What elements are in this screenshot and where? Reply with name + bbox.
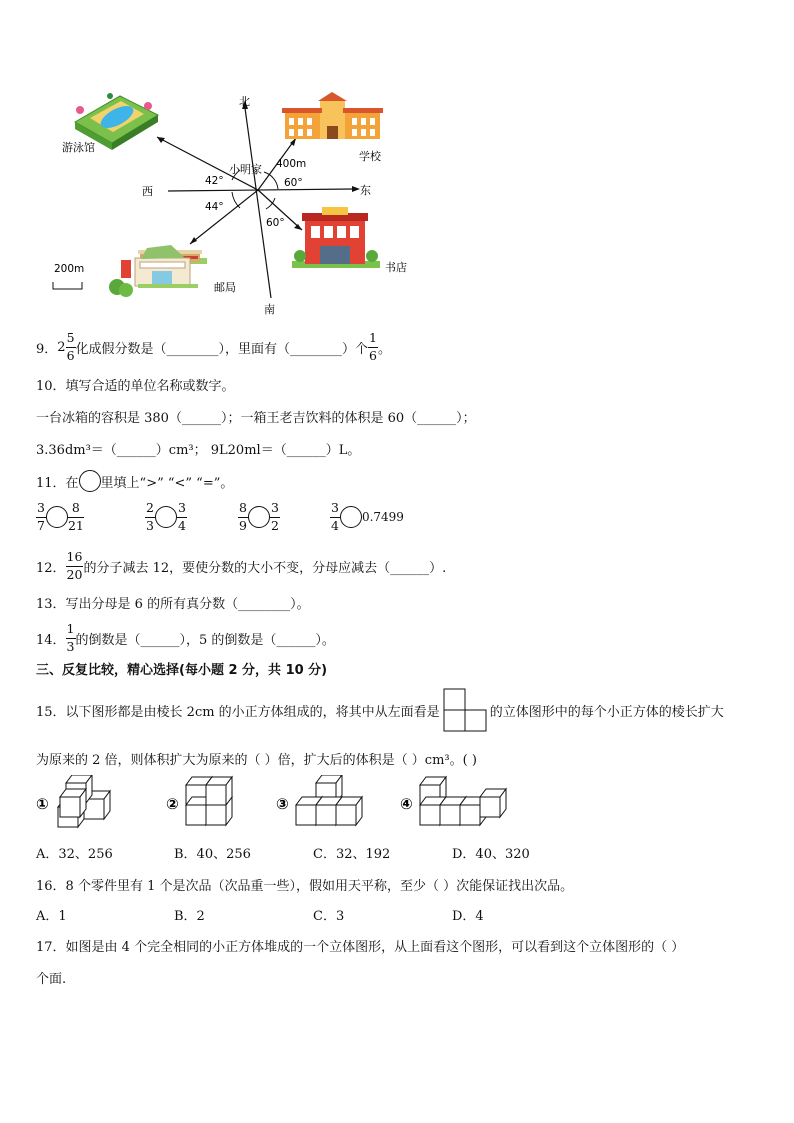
q11-item-3: $\frac{8}{9}$ $\frac{3}{2}$ — [239, 500, 279, 533]
q14-fraction: $\frac{1}{3}$ — [66, 621, 75, 654]
postoffice-image — [109, 245, 207, 297]
answer-circle[interactable] — [340, 506, 362, 528]
map-postoffice-label: 邮局 — [214, 281, 236, 294]
q11-title: 11．在 里填上“>” “<” “=”。 — [36, 470, 233, 492]
figure-1 — [58, 775, 110, 827]
map-south-label: 南 — [264, 303, 275, 316]
bookstore-image — [292, 207, 380, 268]
question-13: 13．写出分母是 6 的所有真分数（________）。 — [36, 597, 310, 612]
q11-item-1: $\frac{3}{7}$ $\frac{8}{21}$ — [37, 500, 84, 533]
question-17-line2: 个面. — [36, 972, 67, 987]
q16-option-a[interactable]: A．1 — [36, 909, 67, 924]
q15-line2: 为原来的 2 倍，则体积扩大为原来的（ ）倍，扩大后的体积是（ ）cm³。( ) — [36, 753, 477, 768]
q11-items — [36, 502, 776, 542]
compare-circle-icon — [79, 470, 101, 492]
q16-option-d[interactable]: D．4 — [452, 909, 484, 924]
map-angle-nw: 42° — [205, 175, 224, 187]
section-3-heading: 三、反复比较，精心选择(每小题 2 分，共 10 分) — [36, 663, 328, 678]
map-school-label: 学校 — [359, 150, 381, 163]
question-9 — [36, 327, 391, 367]
answer-circle[interactable] — [46, 506, 68, 528]
answer-circle[interactable] — [248, 506, 270, 528]
figure-3 — [296, 775, 362, 825]
map-angle-se: 60° — [266, 217, 285, 229]
map-angle-sw: 44° — [205, 201, 224, 213]
map-north-label: 北 — [239, 95, 250, 108]
question-14: 14． $\frac{1}{3}$ 的倒数是（______），5 的倒数是（______）。 — [36, 621, 335, 654]
question-12: 12． $\frac{16}{20}$ 的分子减去 12，要使分数的大小不变，分母应减去（______）. — [36, 549, 447, 582]
q11-item-2: $\frac{2}{3}$ $\frac{3}{4}$ — [146, 500, 186, 533]
map-bookstore-label: 书店 — [385, 261, 407, 274]
q15-line1: 15．以下图形都是由棱长 2cm 的小正方体组成的，将其中从左面看是 的立体图形中的每个小正方体的棱长扩大 — [36, 687, 724, 733]
figure-2-label: ② — [166, 795, 179, 813]
q16-option-c[interactable]: C．3 — [313, 909, 345, 924]
q10-title: 10．填写合适的单位名称或数字。 — [36, 379, 235, 394]
q10-line3: 3.36dm³＝（______）cm³； 9L20ml＝（______）L。 — [36, 443, 361, 458]
map-home-label: 小明家 — [229, 163, 262, 176]
figure-2 — [186, 777, 232, 825]
q9-whole: 2 — [57, 339, 66, 355]
question-16: 16．8 个零件里有 1 个是次品（次品重一些），假如用天平称，至少（ ）次能保证找出次品。 — [36, 879, 574, 894]
q15-option-b[interactable]: B．40、256 — [174, 847, 251, 862]
cube-figures — [36, 775, 516, 833]
figure-4 — [420, 777, 506, 825]
figure-1-label: ① — [36, 795, 49, 813]
q15-option-c[interactable]: C．32、192 — [313, 847, 391, 862]
question-17-line1: 17．如图是由 4 个完全相同的小正方体堆成的一个立体图形，从上面看这个图形，可以看到这个立体图形的（ ） — [36, 940, 685, 955]
figure-3-label: ③ — [276, 795, 289, 813]
map-east-label: 东 — [360, 184, 371, 197]
left-view-figure — [443, 688, 487, 732]
q9-text: 化成假分数是（________），里面有（________）个 — [75, 341, 369, 357]
q11-item-4: $\frac{3}{4}$ 0.7499 — [331, 500, 404, 533]
school-image — [282, 92, 383, 139]
q9-end: 。 — [377, 341, 391, 357]
map-pool-label: 游泳馆 — [62, 141, 95, 154]
q12-fraction: $\frac{16}{20}$ — [66, 549, 83, 582]
q9-fraction: $\frac{5}{6}$ — [66, 330, 75, 363]
q15-option-a[interactable]: A．32、256 — [36, 847, 113, 862]
map-west-label: 西 — [142, 185, 153, 198]
q15-option-d[interactable]: D．40、320 — [452, 847, 530, 862]
north-south-line — [245, 108, 271, 298]
q16-option-b[interactable]: B．2 — [174, 909, 205, 924]
q10-line2: 一台冰箱的容积是 380（______）；一箱王老吉饮料的体积是 60（______）； — [36, 411, 476, 426]
map-distance-label: 400m — [276, 158, 307, 170]
west-east-line — [168, 189, 352, 191]
answer-circle[interactable] — [155, 506, 177, 528]
q9-number: 9． — [36, 341, 58, 357]
line-to-postoffice — [190, 190, 258, 244]
direction-map — [40, 88, 420, 318]
q9-fraction-2: $\frac{1}{6}$ — [369, 330, 377, 363]
map-angle-ne: 60° — [284, 177, 303, 189]
map-scale-label: 200m — [54, 263, 85, 275]
figure-4-label: ④ — [400, 795, 413, 813]
